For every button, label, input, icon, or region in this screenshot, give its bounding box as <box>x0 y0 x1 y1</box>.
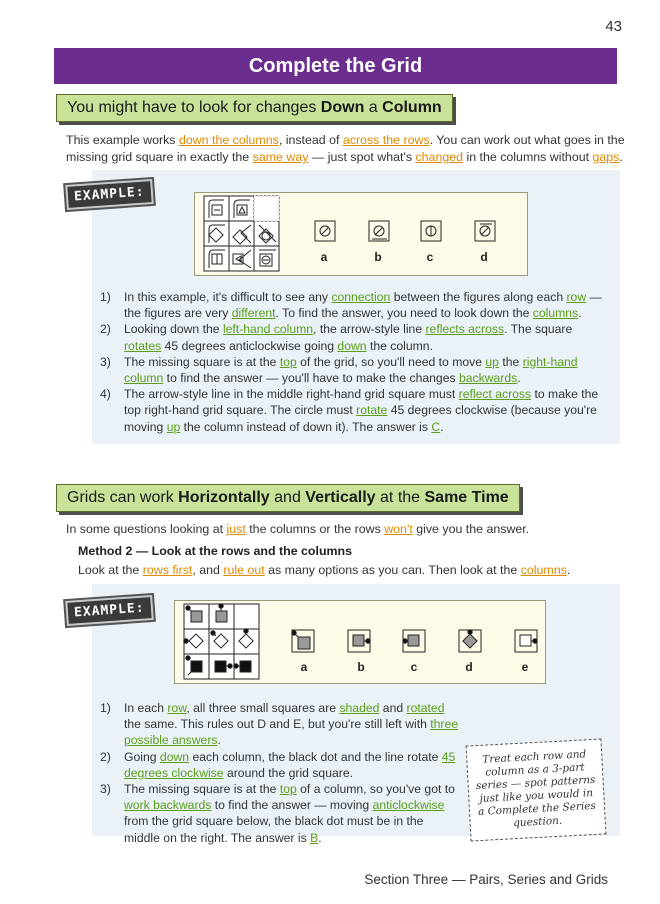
step-text <box>124 781 462 846</box>
highlight-text: down <box>159 749 190 764</box>
text-run: . You can work out what goes in the missing grid square in exactly the <box>66 133 625 164</box>
text-run: . <box>517 371 521 386</box>
text-run: . <box>318 830 322 845</box>
option-label: b <box>374 250 382 264</box>
text-run: from the grid square below, the black dot must be in the middle on the right. The answer is <box>124 814 424 845</box>
step-number: 4) <box>100 387 111 402</box>
highlight-text: row <box>167 701 187 715</box>
option-label: a <box>320 250 328 264</box>
text-run: . To find the answer, you need to look down the <box>275 306 533 321</box>
highlight-text: left-hand column <box>222 322 314 337</box>
highlight-text: backwards <box>458 371 518 386</box>
step-text <box>124 386 612 435</box>
text-run: — the figures are very <box>124 290 602 321</box>
text-run: . <box>440 419 444 434</box>
text-run: of a column, so you've got to <box>296 782 455 797</box>
text-run: in the columns without <box>463 150 593 164</box>
page-title: Complete the Grid <box>54 48 617 84</box>
section1-intro <box>66 132 626 166</box>
highlight-text: gaps <box>592 150 620 164</box>
text-run: between the figures along each <box>390 290 567 304</box>
text-run: and <box>379 701 407 715</box>
step-item <box>100 289 612 321</box>
highlight-text: different <box>231 306 276 321</box>
step-item <box>100 321 612 353</box>
text-run: In each <box>124 701 168 715</box>
text-run: to find the answer — you'll have to make the changes <box>163 371 459 386</box>
step-text <box>124 700 462 749</box>
text-run: the columns or the rows <box>245 522 385 536</box>
highlight-text: down the columns <box>178 133 279 147</box>
method-title: Method 2 — Look at the rows and the columns <box>78 544 352 558</box>
text-run: Looking down the <box>124 322 223 337</box>
text-run: the <box>498 354 523 369</box>
step-item <box>100 781 462 846</box>
text-run: . The square <box>504 322 573 337</box>
text-run: In some questions looking at <box>66 522 227 536</box>
option-label: e <box>521 660 529 674</box>
highlight-text: rotate <box>356 403 388 418</box>
highlight-text: C <box>431 419 441 434</box>
step-item <box>100 700 462 749</box>
text-run: to make the top right-hand grid square. The circle must <box>124 387 599 418</box>
highlight-text: columns <box>520 563 567 577</box>
highlight-text: columns <box>532 306 579 321</box>
highlight-text: B <box>310 830 319 845</box>
highlight-text: up <box>485 354 499 369</box>
text-run: , all three small squares are <box>186 701 340 715</box>
footer-section-title: Section Three — Pairs, Series and Grids <box>364 872 608 887</box>
highlight-text: 45 degrees clockwise <box>124 749 456 780</box>
option-label: d <box>465 660 473 674</box>
highlight-text: top <box>279 354 297 369</box>
text-run: — just spot what's <box>308 150 416 164</box>
text-run: In this example, it's difficult to see any <box>124 290 332 304</box>
text-run: each column, the black dot and the line rotate <box>189 749 442 764</box>
highlight-text: anticlockwise <box>372 798 445 813</box>
highlight-text: rotates <box>124 338 162 353</box>
highlight-text: won't <box>384 522 413 536</box>
highlight-text: rows first <box>142 563 193 577</box>
text-run: , the arrow-style line <box>313 322 426 337</box>
step-number: 1) <box>100 290 111 304</box>
highlight-text: row <box>566 290 587 304</box>
highlight-text: work backwards <box>124 798 212 813</box>
option-label: c <box>426 250 434 264</box>
step-item <box>100 354 612 386</box>
text-run: . <box>566 563 571 577</box>
text-run: Going <box>124 749 160 764</box>
method-text <box>78 562 618 579</box>
example-badge: EXAMPLE: <box>65 179 153 210</box>
highlight-text: shaded <box>339 701 380 715</box>
step-text <box>124 321 612 353</box>
highlight-text: up <box>166 419 181 434</box>
option-label: b <box>357 660 365 674</box>
text-run: . <box>619 150 623 164</box>
highlight-text: same way <box>252 150 309 164</box>
highlight-text: right-hand column <box>124 354 578 386</box>
example-badge: EXAMPLE: <box>65 595 153 626</box>
tip-note: Treat each row and column as a 3-part series — spot patterns just like you would in a Complete the Series question. <box>466 739 607 842</box>
text-run: the same. This rules out D and E, but you're still left with <box>124 717 431 732</box>
text-run: 45 degrees clockwise (because you're moving <box>124 403 597 434</box>
option-label: d <box>480 250 488 264</box>
highlight-text: just <box>226 522 246 536</box>
text-run: the column instead of down it). The answer is <box>180 419 432 434</box>
highlight-text: across the rows <box>342 133 430 147</box>
text-run: The arrow-style line in the middle right-hand grid square must <box>124 387 459 402</box>
step-number: 3) <box>100 782 111 797</box>
highlight-text: down <box>337 338 367 353</box>
text-run: give you the answer. <box>412 522 530 536</box>
text-run: . <box>217 733 221 748</box>
section1-heading: You might have to look for changes Down a Column <box>56 94 453 122</box>
step-text <box>124 354 612 386</box>
step-text <box>124 289 612 321</box>
section2-intro <box>66 521 626 538</box>
highlight-text: reflects across <box>425 322 505 337</box>
text-run: 45 degrees anticlockwise going <box>161 338 338 353</box>
step-number: 1) <box>100 701 111 715</box>
step-number: 2) <box>100 322 111 337</box>
text-run: This example works <box>66 133 179 147</box>
highlight-text: connection <box>331 290 391 304</box>
text-run: , instead of <box>278 133 343 147</box>
text-run: . <box>578 306 582 321</box>
step-number: 3) <box>100 354 111 369</box>
text-run: Look at the <box>78 563 143 577</box>
highlight-text: reflect across <box>458 387 532 402</box>
step-item <box>100 749 462 781</box>
highlight-text: rule out <box>223 563 265 577</box>
option-label: c <box>410 660 418 674</box>
highlight-text: top <box>279 782 297 797</box>
text-run: as many options as you can. Then look at the <box>264 563 521 577</box>
step-text <box>124 749 462 781</box>
text-run: the column. <box>366 338 433 353</box>
highlight-text: changed <box>415 150 464 164</box>
highlight-text: three possible answers <box>124 717 459 748</box>
text-run: to find the answer — moving <box>211 798 373 813</box>
section2-steps <box>100 700 462 846</box>
section1-steps <box>100 289 612 435</box>
highlight-text: rotated <box>406 701 445 715</box>
step-number: 2) <box>100 749 111 764</box>
option-label: a <box>300 660 308 674</box>
text-run: of the grid, so you'll need to move <box>296 354 486 369</box>
section2-heading: Grids can work Horizontally and Vertically at the Same Time <box>56 484 520 512</box>
text-run: The missing square is at the <box>124 782 280 797</box>
step-item <box>100 386 612 435</box>
text-run: The missing square is at the <box>124 354 280 369</box>
text-run: , and <box>192 563 224 577</box>
page-number: 43 <box>605 18 622 35</box>
text-run: around the grid square. <box>223 765 353 780</box>
